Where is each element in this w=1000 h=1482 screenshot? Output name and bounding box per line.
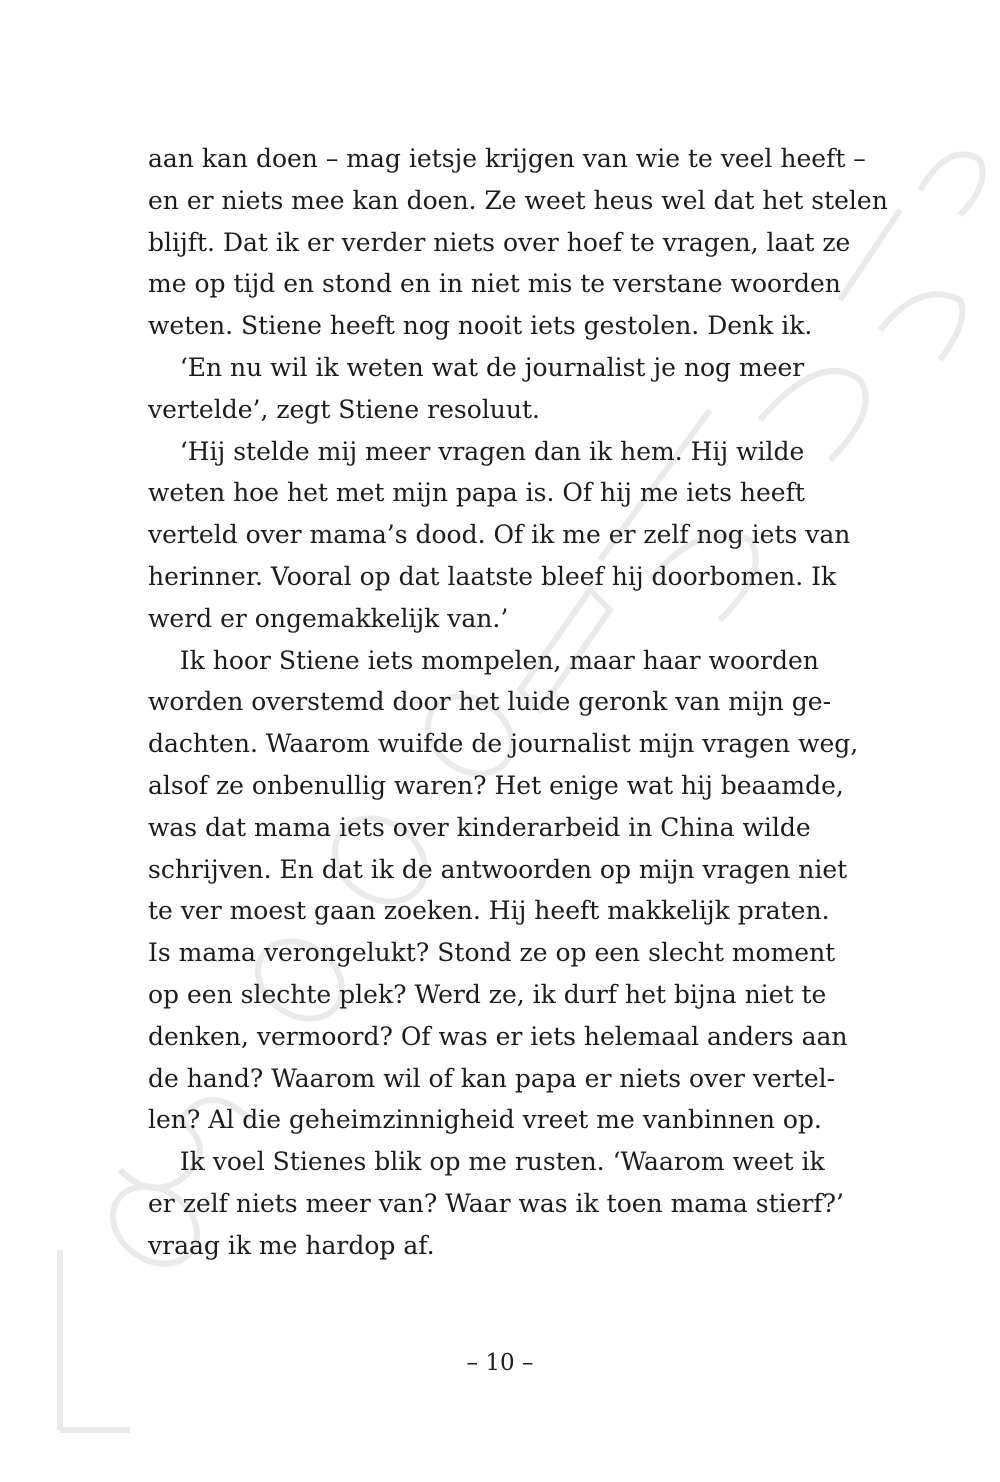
text-line: blijft. Dat ik er verder niets over hoef te vragen, laat ze <box>148 227 851 257</box>
text-line: worden overstemd door het luide geronk van mijn ge- <box>148 687 832 717</box>
text-line: ‘Hij stelde mij meer vragen dan ik hem. Hij wilde <box>148 436 805 466</box>
text-line: ‘En nu wil ik weten wat de journalist je nog meer <box>148 352 805 382</box>
text-line: alsof ze onbenullig waren? Het enige wat hij beaamde, <box>148 770 844 800</box>
text-line: was dat mama iets over kinderarbeid in China wilde <box>148 812 811 842</box>
text-line: vertelde’, zegt Stiene resoluut. <box>148 394 540 424</box>
text-line: len? Al die geheimzinnigheid vreet me vanbinnen op. <box>148 1105 822 1135</box>
text-line: en er niets mee kan doen. Ze weet heus wel dat het stelen <box>148 185 888 215</box>
body-text <box>148 138 888 1267</box>
text-line: Ik hoor Stiene iets mompelen, maar haar woorden <box>148 645 819 675</box>
text-line: de hand? Waarom wil of kan papa er niets over vertel- <box>148 1063 836 1093</box>
text-line: op een slechte plek? Werd ze, ik durf het bijna niet te <box>148 979 827 1009</box>
text-line: er zelf niets meer van? Waar was ik toen mama stierf?’ <box>148 1188 844 1218</box>
text-line: herinner. Vooral op dat laatste bleef hij doorbomen. Ik <box>148 561 837 591</box>
text-line: weten hoe het met mijn papa is. Of hij me iets heeft <box>148 478 805 508</box>
text-line: Ik voel Stienes blik op me rusten. ‘Waarom weet ik <box>148 1147 825 1177</box>
text-line: dachten. Waarom wuifde de journalist mijn vragen weg, <box>148 729 859 759</box>
text-line: denken, vermoord? Of was er iets helemaal anders aan <box>148 1021 848 1051</box>
text-line: Is mama verongelukt? Stond ze op een slecht moment <box>148 938 836 968</box>
text-line: me op tijd en stond en in niet mis te verstane woorden <box>148 269 841 299</box>
page-number: – 10 – <box>466 1350 534 1376</box>
text-line: weten. Stiene heeft nog nooit iets gestolen. Denk ik. <box>148 311 813 341</box>
text-line: werd er ongemakkelijk van.’ <box>148 603 509 633</box>
text-line: te ver moest gaan zoeken. Hij heeft makkelijk praten. <box>148 896 830 926</box>
text-line: aan kan doen – mag ietsje krijgen van wie te veel heeft – <box>148 144 866 173</box>
text-line: vraag ik me hardop af. <box>148 1230 435 1260</box>
text-line: schrijven. En dat ik de antwoorden op mijn vragen niet <box>148 854 848 884</box>
text-line: verteld over mama’s dood. Of ik me er zelf nog iets van <box>148 520 851 550</box>
